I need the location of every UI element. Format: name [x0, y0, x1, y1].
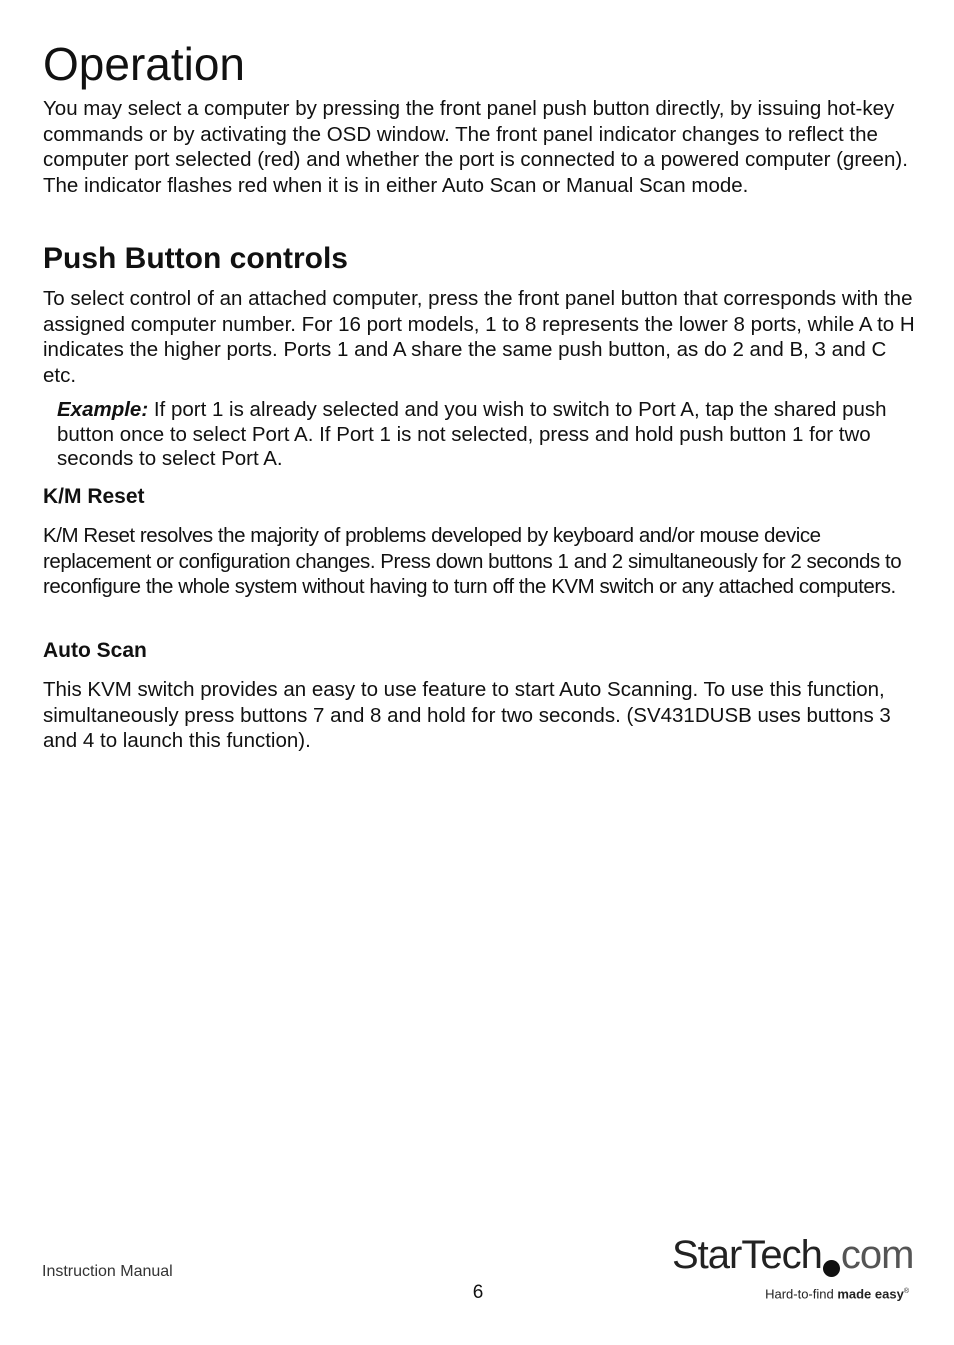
example-lead: Example:: [57, 398, 149, 421]
page-number: 6: [472, 1282, 484, 1303]
footer-manual-label: Instruction Manual: [42, 1263, 173, 1280]
km-reset-paragraph: K/M Reset resolves the majority of problems developed by keyboard and/or mouse device replacement or configuration changes. Press down buttons 1 and 2 simultaneously for 2 seconds to reconfigure the whole system without having to turn off the KVM switch or any attached computers.: [43, 524, 902, 599]
startech-logo: [668, 1232, 914, 1304]
logo-wordmark: [672, 1232, 913, 1278]
auto-scan-paragraph: This KVM switch provides an easy to use feature to start Auto Scanning. To use this function, simultaneously press buttons 7 and 8 and hold for two seconds. (SV431DUSB uses buttons 3 and 4 to launch this function).: [43, 678, 891, 753]
registered-mark: ®: [903, 1288, 909, 1295]
section-heading-push-button: Push Button controls: [43, 242, 348, 275]
logo-dot-icon: [823, 1260, 840, 1277]
example-text: If port 1 is already selected and you wish to switch to Port A, tap the shared push button once to select Port A. If Port 1 is not selected, press and hold push button 1 for two seconds to select Port A.: [57, 398, 887, 470]
subheading-auto-scan: Auto Scan: [43, 639, 147, 662]
logo-tagline-bold: made easy: [837, 1286, 904, 1302]
subheading-km-reset: K/M Reset: [43, 485, 145, 508]
example-note: [57, 398, 917, 472]
logo-domain: com: [840, 1233, 914, 1277]
logo-brand: StarTech: [672, 1233, 822, 1277]
push-button-paragraph: To select control of an attached computer, press the front panel button that corresponds with the assigned computer number. For 16 port models, 1 to 8 represents the lower 8 ports, while A to H indicates the higher ports. Ports 1 and A share the same push button, as do 2 and B, 3 and C etc.: [43, 287, 915, 387]
intro-paragraph: You may select a computer by pressing the front panel push button directly, by issuing hot-key commands or by activating the OSD window. The front panel indicator changes to reflect the computer port selected (red) and whether the port is connected to a powered computer (green). The indicator flashes red when it is in either Auto Scan or Manual Scan mode.: [43, 97, 908, 197]
logo-tagline-plain: Hard-to-find: [765, 1286, 838, 1302]
page-title: Operation: [43, 38, 246, 90]
logo-tagline: [765, 1284, 909, 1302]
